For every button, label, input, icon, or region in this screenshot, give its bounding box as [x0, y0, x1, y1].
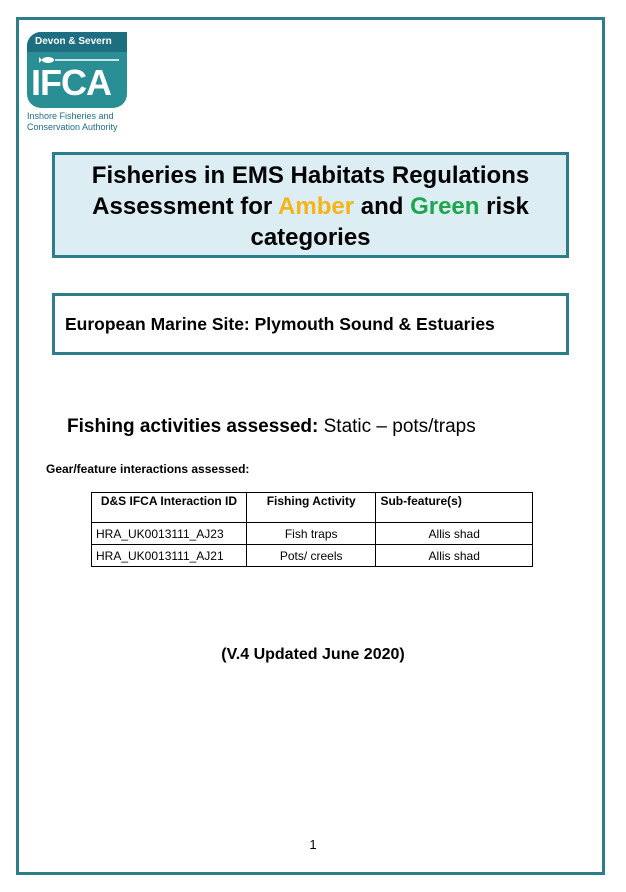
title-line2 — [55, 191, 566, 222]
title-line3: categories — [250, 224, 371, 251]
ifca-logo — [27, 32, 127, 133]
cell-fishing-activity: Fish traps — [246, 523, 376, 545]
gear-interactions-label: Gear/feature interactions assessed: — [46, 462, 250, 476]
interactions-table — [91, 492, 533, 567]
logo-subtitle-line1: Inshore Fisheries and — [27, 111, 114, 121]
title-line2-suffix: risk — [479, 193, 529, 220]
title-line2-prefix: Assessment for — [92, 193, 279, 220]
document-title — [52, 152, 569, 258]
cell-fishing-activity: Pots/ creels — [246, 545, 376, 567]
cell-interaction-id: HRA_UK0013111_AJ21 — [92, 545, 247, 567]
logo-badge — [27, 32, 127, 108]
activities-value: Static – pots/traps — [318, 416, 476, 437]
logo-subtitle-line2: Conservation Authority — [27, 122, 118, 132]
logo-top-text: Devon & Severn — [27, 32, 127, 52]
cell-interaction-id: HRA_UK0013111_AJ23 — [92, 523, 247, 545]
header-interaction-id: D&S IFCA Interaction ID — [92, 493, 247, 523]
page-number: 1 — [309, 837, 317, 852]
title-line1: Fisheries in EMS Habitats Regulations — [91, 162, 530, 189]
activities-label: Fishing activities assessed: — [67, 416, 319, 437]
cell-sub-feature: Allis shad — [376, 523, 533, 545]
table-header-row — [92, 493, 533, 523]
table-row — [92, 523, 533, 545]
site-box — [52, 293, 569, 355]
title-and: and — [354, 193, 411, 220]
page-border — [16, 17, 605, 875]
table-row — [92, 545, 533, 567]
logo-main-text: IFCA — [31, 62, 111, 103]
header-sub-features: Sub-feature(s) — [376, 493, 533, 523]
fishing-activities — [67, 416, 476, 438]
cell-sub-feature: Allis shad — [376, 545, 533, 567]
title-amber: Amber — [278, 193, 355, 220]
site-text: European Marine Site: Plymouth Sound & Estuaries — [65, 314, 495, 334]
title-green: Green — [410, 193, 480, 220]
version-text: (V.4 Updated June 2020) — [221, 646, 405, 663]
header-fishing-activity: Fishing Activity — [246, 493, 376, 523]
